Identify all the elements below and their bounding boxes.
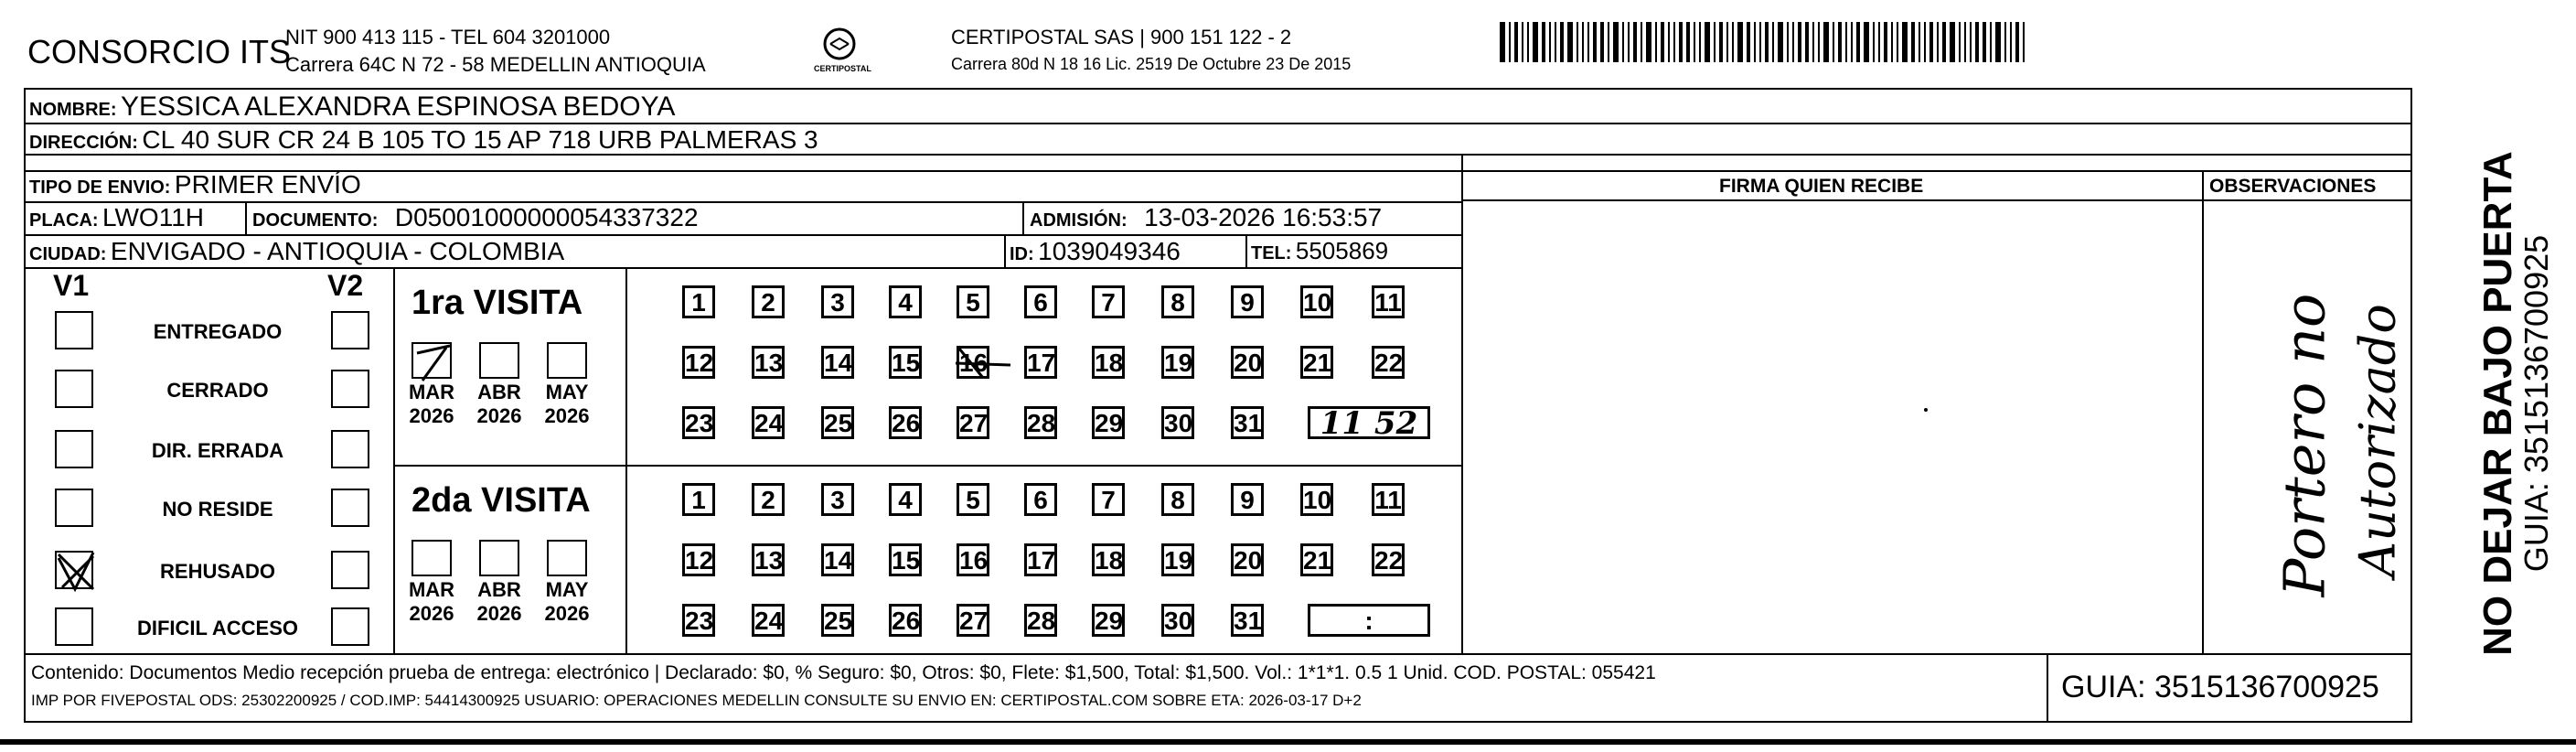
day-cell[interactable]: 7 (1092, 483, 1125, 516)
footer-guide: GUIA: 3515136700925 (2061, 670, 2379, 704)
day-cell[interactable]: 5 (957, 483, 989, 516)
day-cell[interactable]: 8 (1161, 285, 1194, 318)
reason-label: CERRADO (166, 379, 269, 402)
day-cell[interactable]: 7 (1092, 285, 1125, 318)
month-label: MAR 2026 (408, 578, 455, 625)
day-cell[interactable]: 15 (889, 543, 922, 576)
plate-field: PLACA: LWO11H (29, 203, 204, 231)
month-checkbox[interactable] (479, 540, 519, 576)
day-cell[interactable]: 1 (682, 483, 715, 516)
day-cell[interactable]: 3 (821, 483, 854, 516)
day-cell[interactable]: 27 (957, 406, 989, 439)
day-cell[interactable]: 17 (1024, 346, 1057, 379)
day-cell[interactable]: 14 (821, 543, 854, 576)
reason-label: DIR. ERRADA (151, 439, 284, 462)
day-cell[interactable]: 25 (821, 604, 854, 637)
v1-header: V1 (53, 269, 90, 302)
reason-label: NO RESIDE (162, 498, 273, 521)
recipient-address: CL 40 SUR CR 24 B 105 TO 15 AP 718 URB PALMERAS 3 (142, 125, 818, 154)
signature-dot (1924, 408, 1928, 412)
admission-field: ADMISIÓN: 13-03-2026 16:53:57 (1030, 203, 1383, 231)
side-warning: NO DEJAR BAJO PUERTA (2475, 151, 2520, 656)
day-cell[interactable]: 9 (1231, 483, 1264, 516)
month-label: MAY 2026 (544, 578, 590, 625)
day-cell[interactable]: 5 (957, 285, 989, 318)
v2-checkbox[interactable] (331, 489, 369, 527)
v2-header: V2 (327, 269, 364, 302)
shipment-type: PRIMER ENVÍO (174, 170, 361, 199)
month-checkbox[interactable] (412, 540, 452, 576)
recipient-name: YESSICA ALEXANDRA ESPINOSA BEDOYA (121, 91, 676, 122)
day-cell[interactable]: 2 (752, 285, 785, 318)
day-cell[interactable]: 2 (752, 483, 785, 516)
day-cell[interactable]: 12 (682, 346, 715, 379)
month-checkbox[interactable] (412, 342, 452, 379)
visit-title: 1ra VISITA (412, 284, 583, 322)
day-cell[interactable]: 6 (1024, 483, 1057, 516)
reason-label: REHUSADO (160, 560, 275, 583)
v2-checkbox[interactable] (331, 311, 369, 349)
footer-content: Contenido: Documentos Medio recepción prueba de entrega: electrónico | Declarado: $0, % Seguro: $0, Otros: $0, Flete: $1,500, Total: $1,500. Vol.: 1*1*1. 0.5 1 Unid. COD. POSTAL: 055421 (31, 662, 1656, 683)
type-field: TIPO DE ENVIO: PRIMER ENVÍO (29, 170, 361, 199)
day-cell[interactable]: 18 (1092, 346, 1125, 379)
v1-checkbox[interactable] (55, 607, 93, 646)
v2-checkbox[interactable] (331, 607, 369, 646)
day-cell[interactable]: 10 (1300, 285, 1333, 318)
day-cell[interactable]: 8 (1161, 483, 1194, 516)
day-cell[interactable]: 9 (1231, 285, 1264, 318)
visit-time[interactable]: 11 52 (1308, 406, 1430, 439)
day-cell[interactable]: 4 (889, 483, 922, 516)
day-cell[interactable]: 12 (682, 543, 715, 576)
reason-label: DIFICIL ACCESO (136, 617, 298, 639)
id-field: ID: 1039049346 (1010, 237, 1181, 265)
day-cell[interactable]: 1 (682, 285, 715, 318)
footer-print-info: IMP POR FIVEPOSTAL ODS: 25302200925 / COD.IMP: 54414300925 USUARIO: OPERACIONES MEDELLIN CONSULTE SU ENVIO EN: CERTIPOSTAL.COM SOBRE ETA: 2026-03-17 D+2 (31, 692, 1362, 709)
tel-value: 5505869 (1295, 237, 1389, 264)
day-cell[interactable]: 15 (889, 346, 922, 379)
observations-header: OBSERVACIONES (2209, 176, 2377, 197)
month-label: ABR 2026 (476, 578, 522, 625)
barcode (1500, 22, 2028, 62)
v1-checkbox[interactable] (55, 551, 93, 589)
v2-checkbox[interactable] (331, 551, 369, 589)
city-field: CIUDAD: ENVIGADO - ANTIOQUIA - COLOMBIA (29, 237, 565, 265)
certipostal-logo (812, 24, 871, 79)
day-cell[interactable]: 14 (821, 346, 854, 379)
day-cell[interactable]: 28 (1024, 406, 1057, 439)
v2-checkbox[interactable] (331, 430, 369, 468)
v1-checkbox[interactable] (55, 489, 93, 527)
day-cell[interactable]: 16 (957, 543, 989, 576)
day-cell[interactable]: 21 (1300, 346, 1333, 379)
day-cell[interactable]: 10 (1300, 483, 1333, 516)
month-checkbox[interactable] (547, 342, 587, 379)
side-guide: GUIA: 3515136700925 (2517, 234, 2555, 573)
check-mark-icon (413, 344, 454, 381)
day-cell[interactable]: 4 (889, 285, 922, 318)
day-cell[interactable]: 26 (889, 406, 922, 439)
day-cell[interactable]: 30 (1161, 604, 1194, 637)
day-cell[interactable]: 22 (1372, 346, 1405, 379)
day-cell[interactable]: 30 (1161, 406, 1194, 439)
nit-line: NIT 900 413 115 - TEL 604 3201000 (285, 26, 611, 48)
month-label: MAR 2026 (408, 381, 455, 427)
day-cell[interactable]: 25 (821, 406, 854, 439)
plate-value: LWO11H (102, 203, 204, 231)
day-cell[interactable]: 31 (1231, 604, 1264, 637)
day-cell[interactable]: 31 (1231, 406, 1264, 439)
document-value: D05001000000054337322 (394, 203, 699, 231)
company-name: CONSORCIO ITS (27, 33, 292, 70)
day-cell[interactable]: 24 (752, 604, 785, 637)
tel-field: TEL: 5505869 (1251, 237, 1389, 264)
visit-title: 2da VISITA (412, 481, 591, 520)
day-cell[interactable]: 22 (1372, 543, 1405, 576)
v1-checkbox[interactable] (55, 430, 93, 468)
month-checkbox[interactable] (479, 342, 519, 379)
day-cell[interactable]: 28 (1024, 604, 1057, 637)
v1-checkbox[interactable] (55, 311, 93, 349)
address-field: DIRECCIÓN: CL 40 SUR CR 24 B 105 TO 15 AP 718 URB PALMERAS 3 (29, 125, 818, 154)
day-cell[interactable]: 23 (682, 406, 715, 439)
day-cell[interactable]: 13 (752, 346, 785, 379)
name-field: NOMBRE: YESSICA ALEXANDRA ESPINOSA BEDOYA (29, 91, 676, 122)
day-cell[interactable]: 16 (957, 346, 989, 379)
month-checkbox[interactable] (547, 540, 587, 576)
company-address: Carrera 64C N 72 - 58 MEDELLIN ANTIOQUIA (285, 53, 706, 76)
day-cell[interactable]: 19 (1161, 346, 1194, 379)
day-cell[interactable]: 27 (957, 604, 989, 637)
id-value: 1039049346 (1038, 237, 1181, 265)
reason-label: ENTREGADO (153, 320, 283, 343)
day-cell[interactable]: 11 (1372, 483, 1405, 516)
visit-time[interactable]: : (1308, 604, 1430, 637)
signature-header: FIRMA QUIEN RECIBE (1719, 176, 1924, 197)
v2-checkbox[interactable] (331, 370, 369, 408)
day-cell[interactable]: 19 (1161, 543, 1194, 576)
carrier-license: Carrera 80d N 18 16 Lic. 2519 De Octubre 23 De 2015 (951, 55, 1352, 73)
month-label: MAY 2026 (544, 381, 590, 427)
admission-value: 13-03-2026 16:53:57 (1144, 203, 1383, 231)
logo-text: CERTIPOSTAL (814, 64, 871, 73)
v1-checkbox[interactable] (55, 370, 93, 408)
day-cell[interactable]: 29 (1092, 604, 1125, 637)
day-cell[interactable]: 11 (1372, 285, 1405, 318)
signature-area[interactable] (1463, 201, 2200, 651)
observations-handwriting: Portero no Autorizado (2271, 293, 2407, 597)
city-value: ENVIGADO - ANTIOQUIA - COLOMBIA (110, 237, 565, 265)
day-cell[interactable]: 26 (889, 604, 922, 637)
document-field: DOCUMENTO: D05001000000054337322 (252, 203, 699, 231)
day-cell[interactable]: 20 (1231, 346, 1264, 379)
day-cell[interactable]: 17 (1024, 543, 1057, 576)
day-cell[interactable]: 6 (1024, 285, 1057, 318)
day-cell[interactable]: 24 (752, 406, 785, 439)
month-label: ABR 2026 (476, 381, 522, 427)
day-cell[interactable]: 23 (682, 604, 715, 637)
day-cell[interactable]: 13 (752, 543, 785, 576)
strike-mark-icon (956, 345, 1010, 381)
day-cell[interactable]: 20 (1231, 543, 1264, 576)
bottom-rule (0, 739, 2576, 745)
day-cell[interactable]: 29 (1092, 406, 1125, 439)
carrier-name: CERTIPOSTAL SAS | 900 151 122 - 2 (951, 26, 1292, 48)
day-cell[interactable]: 21 (1300, 543, 1333, 576)
day-cell[interactable]: 18 (1092, 543, 1125, 576)
day-cell[interactable]: 3 (821, 285, 854, 318)
check-mark-icon (57, 553, 95, 591)
